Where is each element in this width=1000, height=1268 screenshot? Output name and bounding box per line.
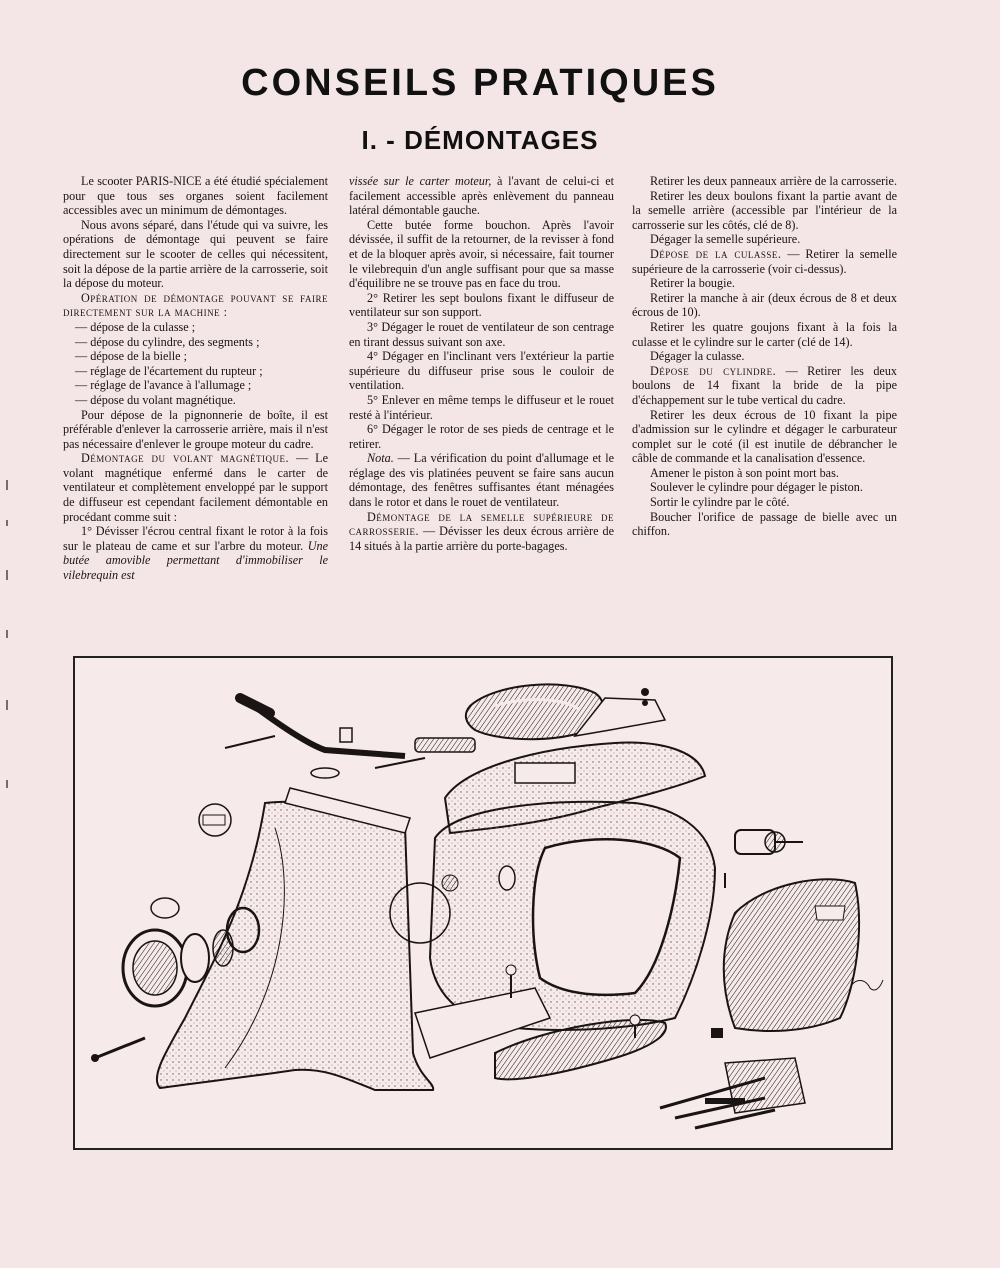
subheading: Dépose de la culasse. (650, 246, 782, 261)
subheading: Démontage de la semelle supérieure de carrosserie. (349, 509, 614, 539)
paragraph (63, 451, 328, 524)
paragraph: Retirer les deux panneaux arrière de la carrosserie. (650, 174, 898, 188)
paragraph-text: à l'avant de celui-ci et facilement accessible après enlèvement du panneau latéral démontable gauche. (349, 174, 614, 218)
paragraph-text: — La vérification du point d'allumage et le réglage des vis platinées peuvent se faire sans aucun démontage, des fenêtres suffisantes étant ménagées dans le rotor et dans le rouet de ventilateur. (349, 451, 614, 510)
subheading: Dépose du cylindre. (650, 363, 777, 378)
paragraph: 3° Dégager le rouet de ventilateur de son centrage en tirant dessus suivant son axe. (349, 319, 614, 349)
text-column-3 (632, 174, 897, 539)
handlebar (225, 698, 475, 778)
paragraph: Dégager la semelle supérieure. (650, 232, 801, 247)
paragraph: Retirer les deux écrous de 10 fixant la pipe d'admission sur le cylindre et dégager le carburateur complet sur le coté (il est inutile de débrancher le câble de commande et la canalisation d'essence. (632, 407, 897, 466)
list-item: — dépose du cylindre, des segments ; (75, 334, 260, 349)
section-title: I. - DÉMONTAGES (361, 125, 599, 155)
paragraph (349, 451, 614, 509)
side-panel (724, 879, 859, 1031)
artist-signature (850, 980, 883, 990)
tail-light (735, 830, 803, 854)
paragraph-text: — Retirer les deux boulons de 14 fixant la bride de la pipe d'échappement sur le tube vertical du cadre. (632, 363, 898, 407)
paragraph: Retirer la bougie. (650, 276, 735, 291)
text-column-1 (63, 174, 328, 583)
paragraph (632, 247, 897, 276)
italic-text: Une butée amovible permettant d'immobiliser le vilebrequin est (63, 538, 329, 583)
paragraph-text: 1° Dévisser l'écrou central fixant le rotor à la fois sur le plateau de came et sur l'arbre du moteur. (63, 524, 328, 553)
paragraph: Pour dépose de la pignonnerie de boîte, il est préférable d'enlever la carrosserie arrière, mais il n'est pas nécessaire d'enlever le groupe moteur du cadre. (63, 407, 328, 451)
subheading: Démontage du volant magnétique. (81, 451, 290, 466)
italic-text: Nota. (367, 451, 394, 466)
list-item: — dépose de la bielle ; (75, 349, 188, 364)
toolkit (660, 1028, 805, 1128)
small-parts-left (151, 804, 231, 918)
text-column-2 (349, 174, 614, 553)
paragraph (632, 364, 897, 408)
exploded-scooter-illustration (75, 658, 891, 1148)
paragraph: 5° Enlever en même temps le diffuseur et le rouet resté à l'intérieur. (349, 392, 614, 422)
page-title: CONSEILS PRATIQUES (241, 62, 719, 104)
subheading: Opération de démontage pouvant se faire directement sur la machine : (63, 290, 328, 320)
paragraph: 6° Dégager le rotor de ses pieds de centrage et le retirer. (349, 422, 614, 451)
paragraph: Cette butée forme bouchon. Après l'avoir dévissée, il suffit de la retourner, de la revisser à fond et de la bloquer après avoir, si nécessaire, fait tourner le vilebrequin d'un angle suffisant pour que sa masse d'équilibre ne se trouve pas en face du trou. (349, 217, 614, 291)
paragraph: Retirer les deux boulons fixant la partie avant de la semelle arrière (accessible par l'intérieur de la carrosserie sur les côtés, clé de 8). (632, 188, 897, 232)
paragraph (63, 524, 328, 582)
italic-text: vissée sur le carter moteur, (349, 174, 492, 188)
list-item: — réglage de l'avance à l'allumage ; (75, 378, 252, 393)
paragraph (349, 174, 614, 218)
list-item: — réglage de l'écartement du rupteur ; (75, 363, 263, 378)
paragraph: Nous avons séparé, dans l'étude qui va suivre, les opérations de démontage qui peuvent se faire directement sur le scooter de celles qui nécessitent, soit la dépose de la partie arrière de la carrosserie, soit la dépose du moteur. (63, 217, 328, 291)
list-item: — dépose de la culasse ; (75, 319, 196, 334)
paragraph: Amener le piston à son point mort bas. (650, 465, 839, 480)
paragraph: Soulever le cylindre pour dégager le piston. (650, 480, 863, 495)
paragraph-text: — Dévisser les deux écrous arrière de 14 situés à la partie arrière du porte-bagages. (349, 524, 614, 553)
paragraph: Retirer la manche à air (deux écrous de 8 et deux écrous de 10). (632, 290, 897, 320)
paragraph: 4° Dégager en l'inclinant vers l'extérieur la partie supérieure du diffuseur prise sous le couloir de ventilation. (349, 349, 614, 393)
paragraph (349, 510, 614, 554)
paragraph: Le scooter PARIS-NICE a été étudié spécialement pour que tous ses organes soient facilement accessibles avec un minimum de démontages. (63, 174, 328, 218)
exploded-view-figure (73, 656, 893, 1150)
main-frame (390, 802, 715, 1030)
paragraph (63, 291, 328, 320)
paragraph: Dégager la culasse. (650, 349, 745, 364)
paragraph: Sortir le cylindre par le côté. (650, 495, 790, 510)
paragraph-text: — Le volant magnétique enfermé dans le carter de ventilateur et complètement enveloppé par le support de diffuseur est cependant facilement démontable en procédant comme suit : (63, 451, 328, 524)
margin-marks (4, 480, 12, 840)
paragraph: 2° Retirer les sept boulons fixant le diffuseur de ventilateur sur son support. (349, 290, 614, 320)
paragraph-text: — Retirer la semelle supérieure de la carrosserie (voir ci-dessus). (632, 246, 897, 276)
paragraph: Boucher l'orifice de passage de bielle avec un chiffon. (632, 509, 897, 539)
list-item: — dépose du volant magnétique. (75, 392, 236, 407)
paragraph: Retirer les quatre goujons fixant à la fois la culasse et le cylindre sur le carter (clé de 14). (632, 319, 897, 349)
